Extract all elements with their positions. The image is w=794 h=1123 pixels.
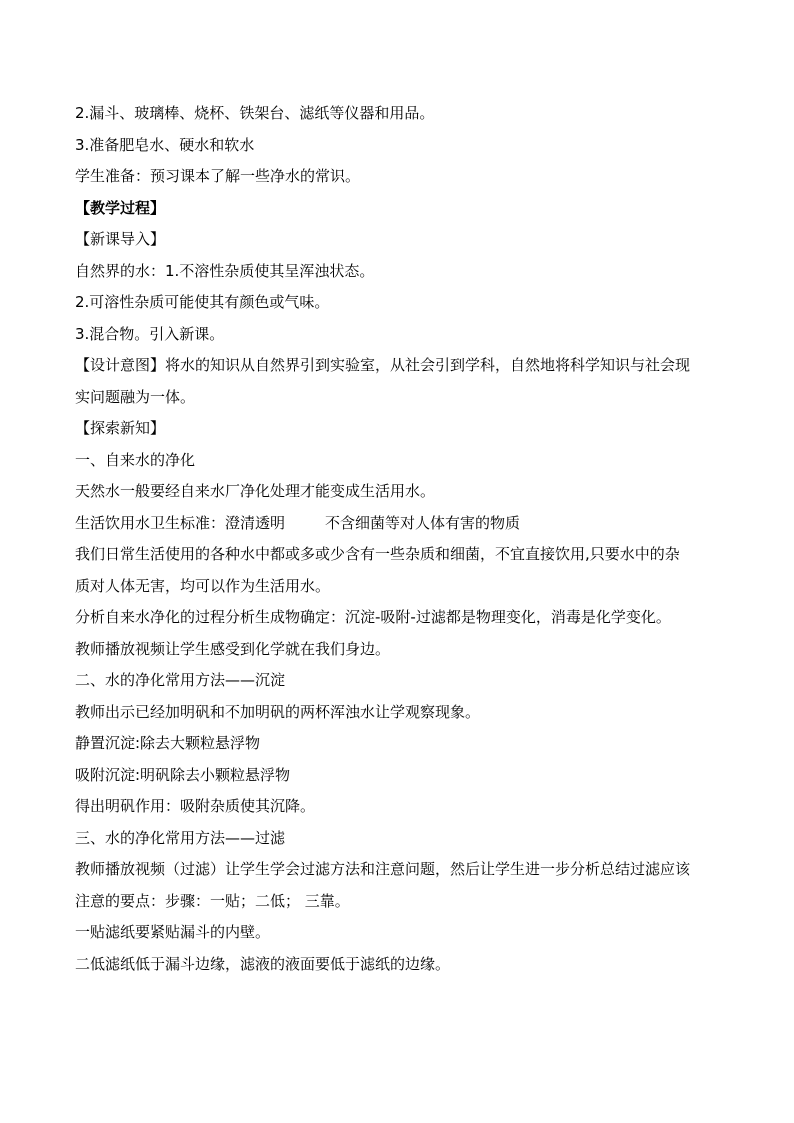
text-line: 吸附沉淀:明矾除去小颗粒悬浮物 [75,765,291,784]
text-line: 学生准备：预习课本了解一些净水的常识。 [75,167,361,185]
section-heading: 【新课导入】 [75,230,166,248]
subsection-heading: 一、自来水的净化 [75,450,196,469]
text-line: 静置沉淀:除去大颗粒悬浮物 [75,734,261,752]
text-line [75,508,725,540]
subsection-heading: 二、水的净化常用方法——沉淀 [75,671,286,689]
text-line: 教师播放视频（过滤）让学生学会过滤方法和注意问题，然后让学生进一步分析总结过滤应该 [75,860,691,878]
standard-part-2: 不含细菌等对人体有害的物质 [325,513,521,532]
text-line: 天然水一般要经自来水厂净化处理才能变成生活用水。 [75,482,436,500]
text-line: 我们日常生活使用的各种水中都或多或少含有一些杂质和细菌，不宜直接饮用,只要水中的杂 [75,545,680,563]
text-line: 教师播放视频让学生感受到化学就在我们身边。 [75,639,391,658]
document-page [75,98,725,980]
text-line: 实问题融为一体。 [75,387,196,406]
section-heading: 【教学过程】 [75,198,166,217]
text-line: 【设计意图】将水的知识从自然界引到实验室，从社会引到学科，自然地将科学知识与社会现 [75,356,691,374]
text-line: 3.准备肥皂水、硬水和软水 [75,135,255,154]
text-line: 分析自来水净化的过程分析生成物确定：沉淀-吸附-过滤都是物理变化，消毒是化学变化。 [75,608,671,626]
text-line: 一贴滤纸要紧贴漏斗的内壁。 [75,923,271,941]
text-line: 2.漏斗、玻璃棒、烧杯、铁架台、滤纸等仪器和用品。 [75,104,435,122]
text-line: 二低滤纸低于漏斗边缘，滤液的液面要低于滤纸的边缘。 [75,954,451,973]
text-line: 3.混合物。引入新课。 [75,324,225,343]
section-heading: 【探索新知】 [75,419,166,437]
text-line: 2.可溶性杂质可能使其有颜色或气味。 [75,293,330,311]
text-line: 教师出示已经加明矾和不加明矾的两杯浑浊水让学观察现象。 [75,702,481,721]
text-line: 注意的要点：步骤：一贴；二低； 三靠。 [75,891,350,910]
text-line: 自然界的水：1.不溶性杂质使其呈浑浊状态。 [75,261,375,280]
text-line: 质对人体无害，均可以作为生活用水。 [75,576,331,595]
standard-part-1: 生活饮用水卫生标准：澄清透明 [75,513,286,532]
text-line: 得出明矾作用：吸附杂质使其沉降。 [75,797,316,815]
subsection-heading: 三、水的净化常用方法——过滤 [75,828,286,847]
